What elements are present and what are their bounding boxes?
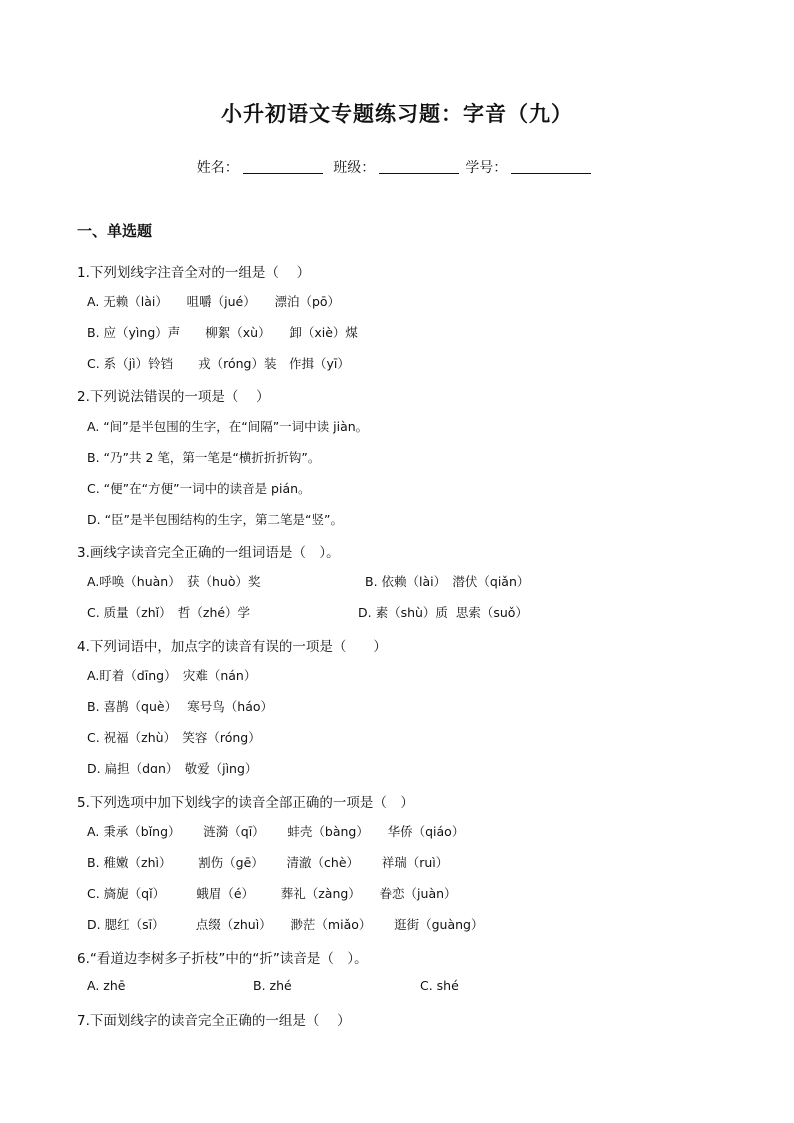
answer-option[interactable]: C. 祝福（zhù） 笑容（róng） [87, 730, 261, 745]
class-label: 班级： [333, 160, 376, 176]
answer-option[interactable]: C. 质量（zhǐ） 哲（zhé）学 [87, 605, 251, 620]
answer-option[interactable]: B. 依赖（lài） 潜伏（qiǎn） [365, 574, 530, 589]
answer-option[interactable]: A. “间”是半包围的生字，在“间隔”一词中读 jiàn。 [87, 419, 369, 434]
answer-option[interactable]: D. 扁担（dɑn） 敬爱（jìng） [87, 761, 258, 776]
answer-option[interactable]: D. 腮红（sī） 点缀（zhuì） 渺茫（miǎo） 逛街（guàng） [87, 917, 484, 932]
answer-option[interactable]: A. zhē [87, 978, 126, 993]
id-label: 学号： [465, 160, 508, 176]
answer-option[interactable]: A. 秉承（bǐng） 涟漪（qī） 蚌壳（bàng） 华侨（qiáo） [87, 824, 465, 839]
answer-option[interactable]: C. “便”在“方便”一词中的读音是 pián。 [87, 481, 311, 496]
page-title: 小升初语文专题练习题：字音（九） [221, 102, 573, 126]
answer-option[interactable]: D. 素（shù）质 思索（suǒ） [358, 605, 528, 620]
name-label: 姓名： [196, 160, 239, 176]
question-stem: 5.下列选项中加下划线字的读音全部正确的一项是（ ） [77, 795, 414, 811]
answer-option[interactable]: C. shé [420, 978, 459, 993]
answer-option[interactable]: B. zhé [253, 978, 292, 993]
class-blank[interactable] [379, 159, 459, 174]
question-stem: 4.下列词语中，加点字的读音有误的一项是（ ） [77, 639, 387, 655]
question-stem: 6.“看道边李树多子折枝”中的“折”读音是（ ）。 [77, 951, 368, 967]
answer-option[interactable]: A. 无赖（lài） 咀嚼（jué） 漂泊（pō） [87, 294, 341, 309]
answer-option[interactable]: A.盯着（dīng） 灾难（nán） [87, 668, 257, 683]
question-stem: 7.下面划线字的读音完全正确的一组是（ ） [77, 1013, 351, 1029]
answer-option[interactable]: A.呼唤（huàn） 获（huò）奖 [87, 574, 261, 589]
answer-option[interactable]: D. “臣”是半包围结构的生字，第二笔是“竖”。 [87, 512, 343, 527]
id-blank[interactable] [511, 159, 591, 174]
answer-option[interactable]: C. 旖旎（qǐ） 蛾眉（é） 葬礼（zàng） 眷恋（juàn） [87, 886, 457, 901]
answer-option[interactable]: C. 系（jì）铃铛 戎（róng）装 作揖（yī） [87, 356, 350, 371]
name-blank[interactable] [243, 159, 323, 174]
question-stem: 3.画线字读音完全正确的一组词语是（ ）。 [77, 545, 340, 561]
answer-option[interactable]: B. 应（yìng）声 柳絮（xù） 卸（xiè）煤 [87, 325, 358, 340]
answer-option[interactable]: B. 喜鹊（què） 寒号鸟（háo） [87, 699, 274, 714]
section-heading: 一、单选题 [77, 222, 153, 240]
answer-option[interactable]: B. “乃”共 2 笔，第一笔是“横折折折钩”。 [87, 450, 321, 465]
question-stem: 2.下列说法错误的一项是（ ） [77, 389, 270, 405]
student-info-row [0, 157, 794, 177]
answer-option[interactable]: B. 稚嫩（zhì） 割伤（gē） 清澈（chè） 祥瑞（ruì） [87, 855, 449, 870]
question-stem: 1.下列划线字注音全对的一组是（ ） [77, 265, 311, 281]
